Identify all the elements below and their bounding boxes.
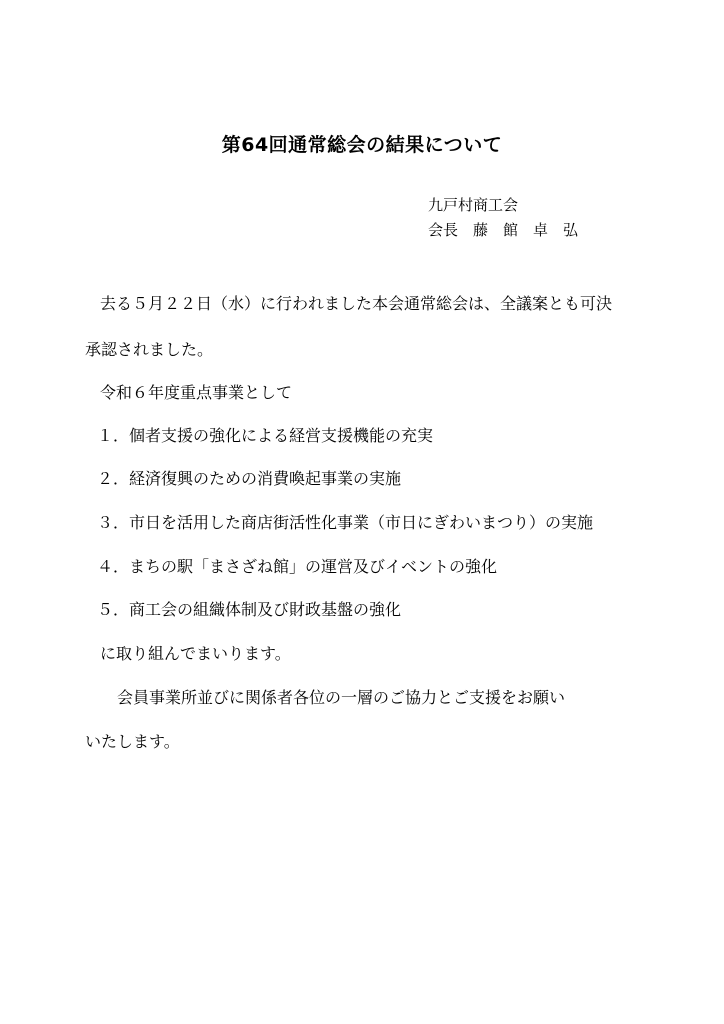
sender-president: 会長 藤 館 卓 弘: [428, 221, 579, 239]
document-title: 第64回通常総会の結果について: [221, 134, 503, 156]
closing-line-1: 会員事業所並びに関係者各位の一層のご協力とご支援をお願い: [117, 688, 566, 707]
sender-organization: 九戸村商工会: [428, 196, 519, 214]
plan-item-4: ４．まちの駅「まさざね館」の運営及びイベントの強化: [97, 557, 498, 576]
sender-block: [428, 193, 578, 243]
closing-line-2: いたします。: [85, 732, 180, 751]
plan-item-3: ３．市日を活用した商店街活性化事業（市日にぎわいまつり）の実施: [97, 513, 594, 532]
intro-line-2: 承認されました。: [85, 340, 214, 359]
plan-item-1: １．個者支援の強化による経営支援機能の充実: [97, 426, 434, 445]
plan-heading: 令和６年度重点事業として: [100, 383, 293, 402]
commitment-line: に取り組んでまいります。: [100, 644, 291, 663]
plan-item-2: ２．経済復興のための消費喚起事業の実施: [97, 469, 402, 488]
intro-line-1: 去る５月２２日（水）に行われました本会通常総会は、全議案とも可決: [100, 294, 613, 313]
plan-item-5: ５．商工会の組織体制及び財政基盤の強化: [97, 600, 402, 619]
